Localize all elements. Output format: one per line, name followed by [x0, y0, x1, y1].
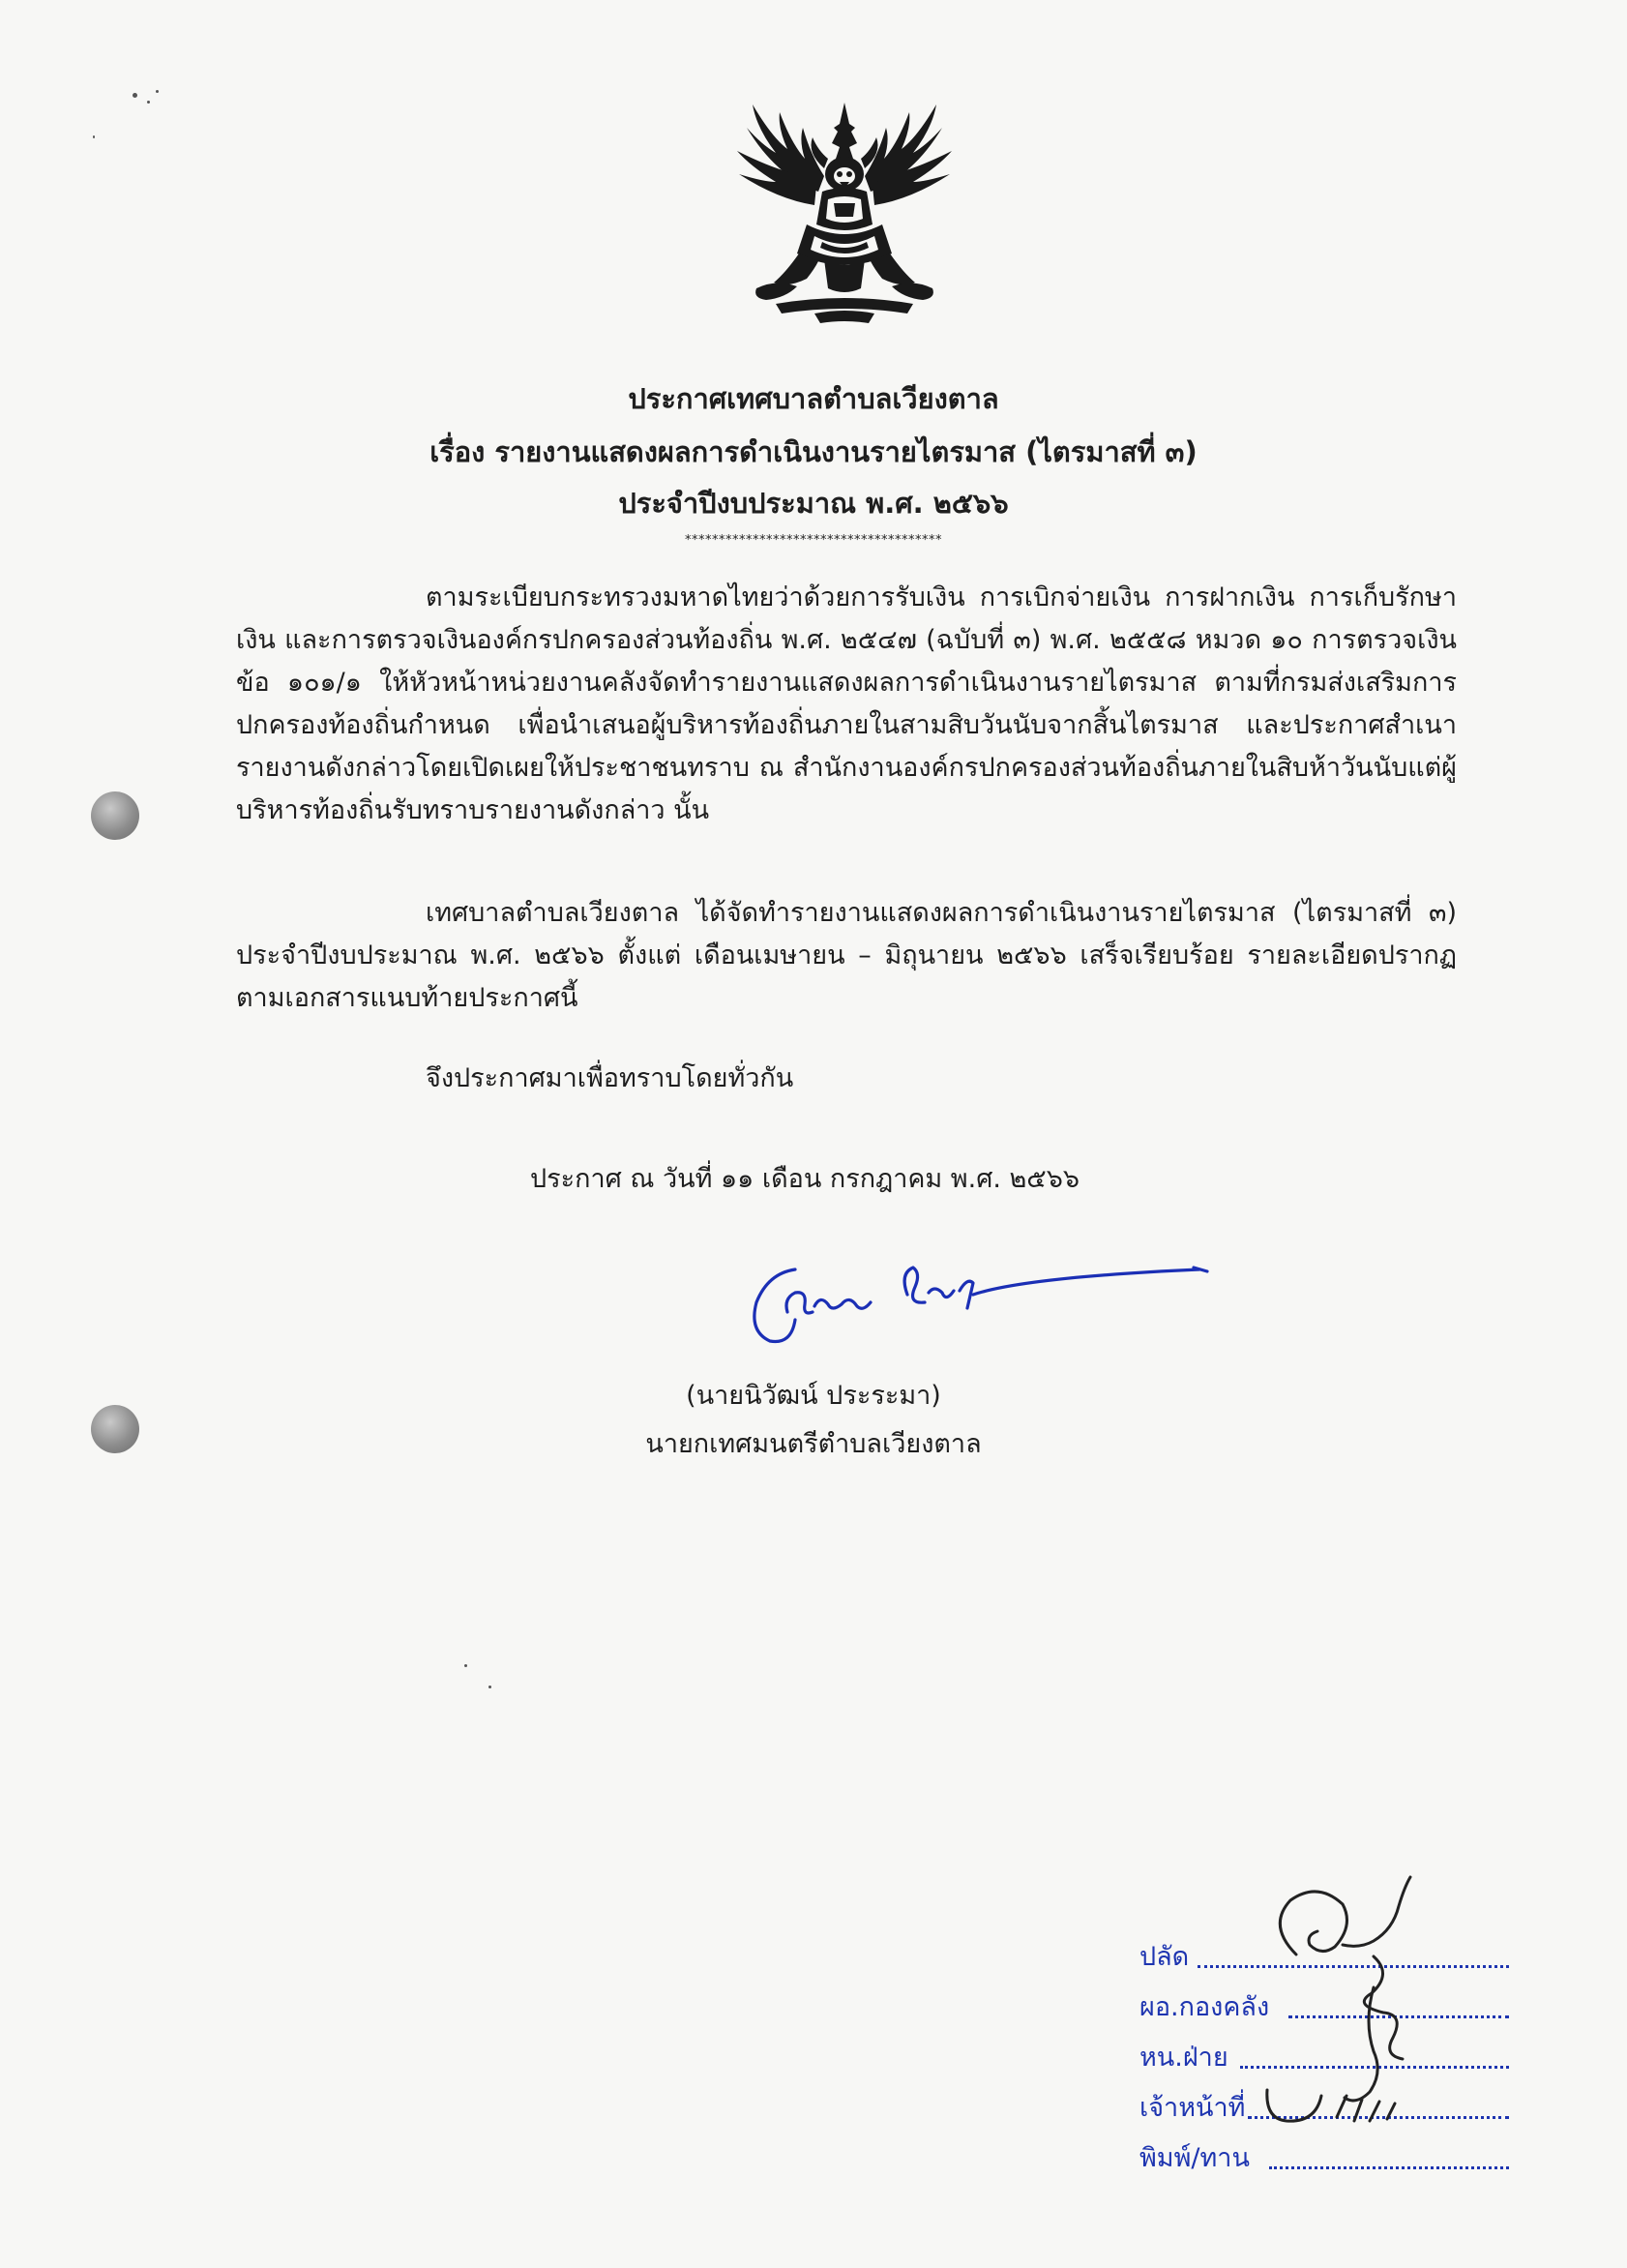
announcement-title: ประกาศเทศบาลตำบลเวียงตาล	[628, 382, 999, 415]
fiscal-year-line: ประจำปีงบประมาณ พ.ศ. ๒๕๖๖	[618, 487, 1009, 520]
body-paragraph-2: เทศบาลตำบลเวียงตาล ได้จัดทำรายงานแสดงผลการดำเนินงานรายไตรมาส (ไตรมาสที่ ๓) ประจำปีงบประมาณ พ.ศ. ๒๕๖๖ ตั้งแต่ เดือนเมษายน – มิถุนายน ๒๕๖๖ เสร็จเรียบร้อย รายละเอียดปรากฏตามเอกสารแนบท้ายประกาศนี้	[236, 898, 1457, 1013]
routing-label: เจ้าหน้าที่	[1139, 2093, 1246, 2123]
routing-label: พิมพ์/ทาน	[1139, 2143, 1250, 2173]
scan-speck	[156, 90, 159, 93]
routing-row-section-head	[1139, 2036, 1228, 2077]
closing-line: จึงประกาศมาเพื่อทราบโดยทั่วกัน	[426, 1063, 794, 1093]
routing-initials	[1228, 1867, 1480, 2177]
body-paragraph-1: ตามระเบียบกระทรวงมหาดไทยว่าด้วยการรับเงิน การเบิกจ่ายเงิน การฝากเงิน การเก็บรักษาเงิน และการตรวจเงินองค์กรปกครองส่วนท้องถิ่น พ.ศ. ๒๕๔๗ (ฉบับที่ ๓) พ.ศ. ๒๕๕๘ หมวด ๑๐ การตรวจเงิน ข้อ ๑๐๑/๑ ให้หัวหน้าหน่วยงานคลังจัดทำรายงานแสดงผลการดำเนินงานรายไตรมาส ตามที่กรมส่งเสริมการปกครองท้องถิ่นกำหนด เพื่อนำเสนอผู้บริหารท้องถิ่นภายในสามสิบวันนับจากสิ้นไตรมาส และประกาศสำเนารายงานดังกล่าวโดยเปิดเผยให้ประชาชนทราบ ณ สำนักงานองค์กรปกครองส่วนท้องถิ่นภายในสิบห้าวันนับแต่ผู้บริหารท้องถิ่นรับทราบรายงานดังกล่าว นั้น	[236, 582, 1457, 825]
scan-speck	[464, 1664, 467, 1667]
scan-speck	[93, 135, 95, 138]
mayor-signature	[735, 1235, 1209, 1351]
scan-speck	[147, 101, 150, 104]
signatory-title: นายกเทศมนตรีตำบลเวียงตาล	[645, 1429, 982, 1459]
announcement-subject: เรื่อง รายงานแสดงผลการดำเนินงานรายไตรมาส (ไตรมาสที่ ๓)	[429, 435, 1198, 468]
scan-speck	[488, 1686, 491, 1688]
scan-speck	[133, 93, 137, 98]
routing-row-deputy	[1139, 1935, 1189, 1977]
signatory-name: (นายนิวัฒน์ ประระมา)	[686, 1381, 941, 1411]
routing-label: หน.ฝ่าย	[1139, 2043, 1228, 2073]
announcement-date: ประกาศ ณ วันที่ ๑๑ เดือน กรกฎาคม พ.ศ. ๒๕๖๖	[530, 1164, 1080, 1194]
garuda-emblem-icon	[718, 99, 971, 329]
routing-label: ผอ.กองคลัง	[1139, 1992, 1270, 2022]
punch-hole	[91, 791, 139, 840]
routing-label: ปลัด	[1139, 1942, 1190, 1972]
heading-separator: **************************************	[685, 533, 942, 548]
